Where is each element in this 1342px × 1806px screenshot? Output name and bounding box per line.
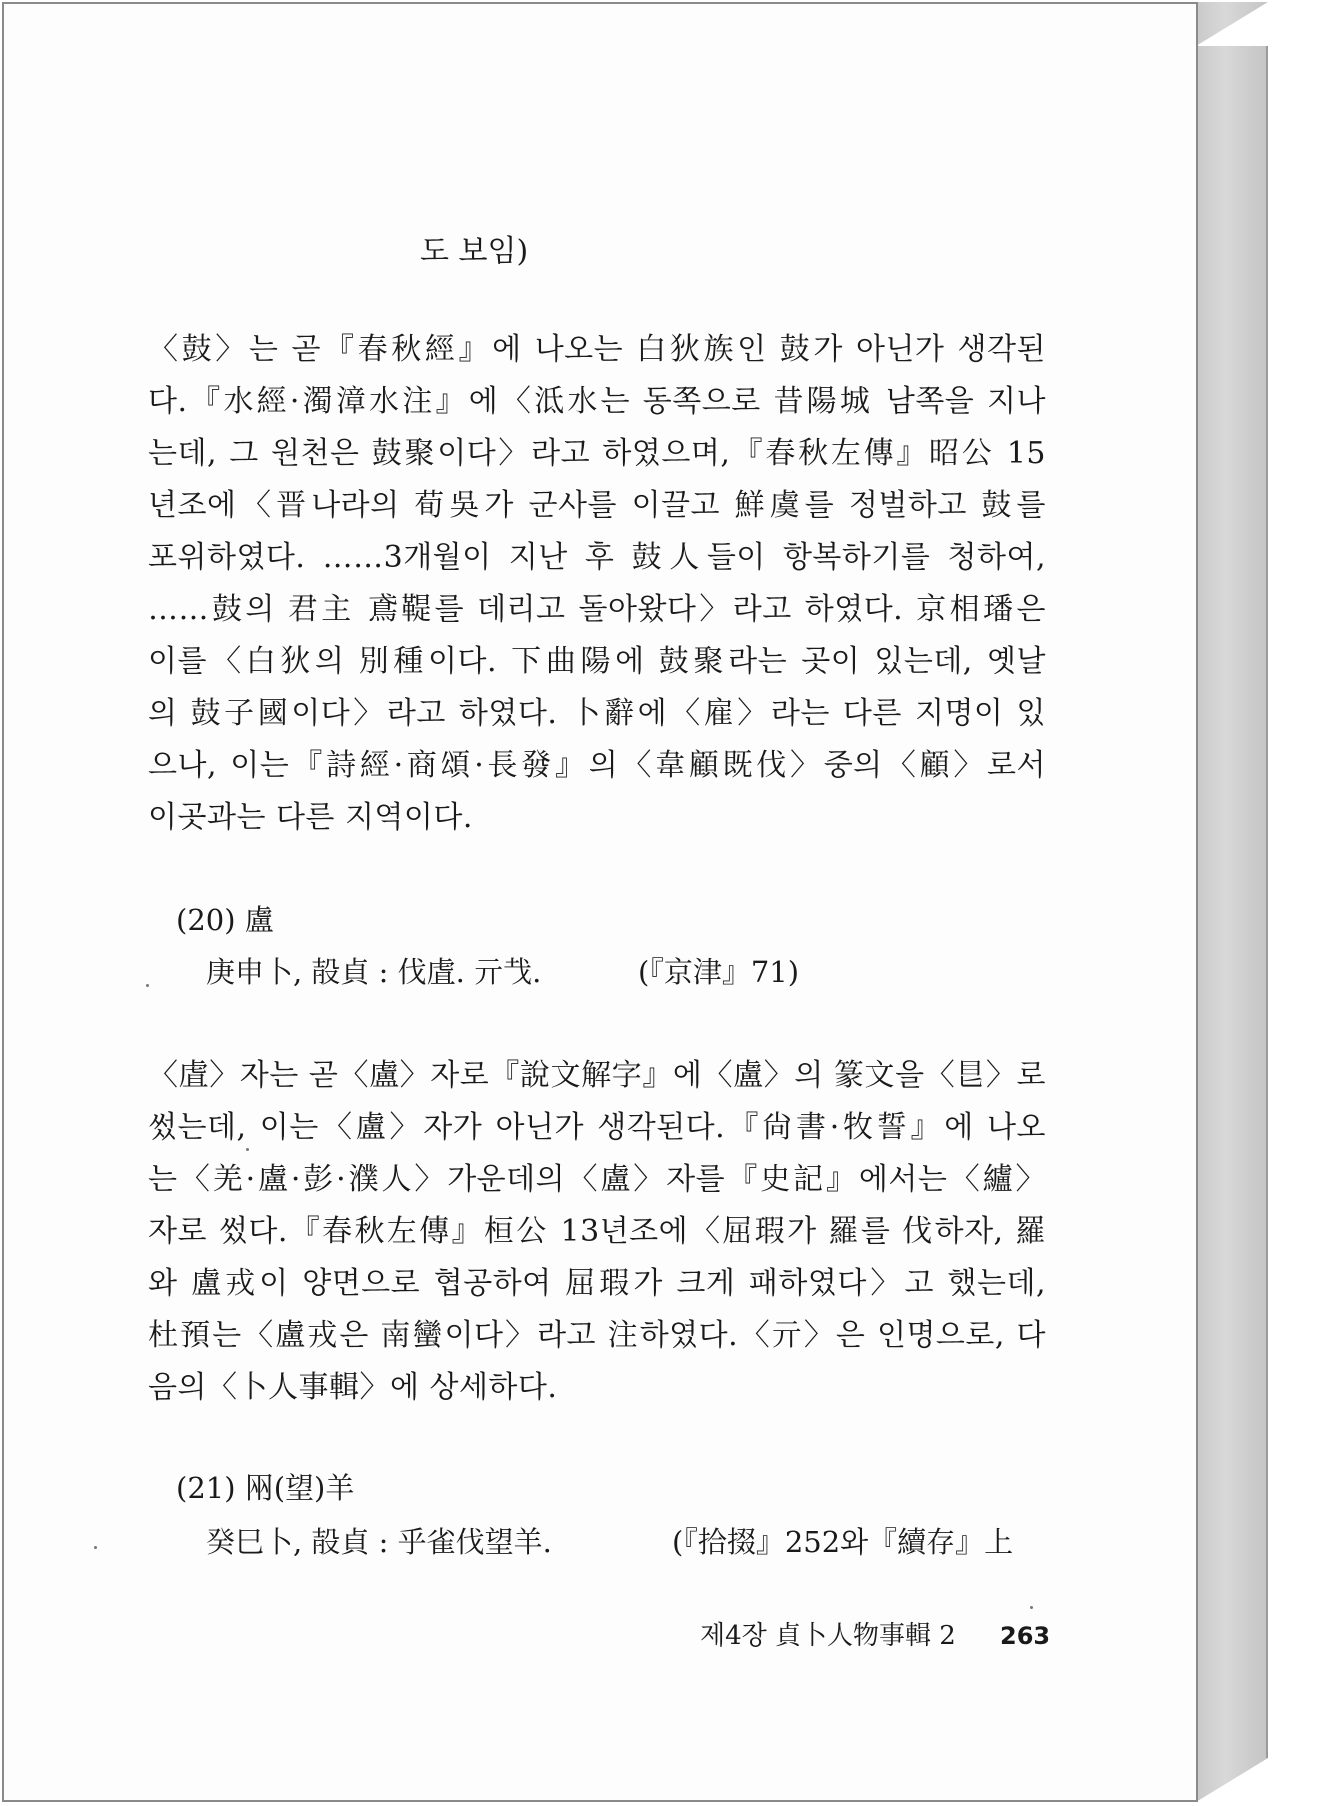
paragraph-2: [148, 1050, 1046, 1414]
paragraph-line: 는〈羌·盧·彭·濮人〉가운데의〈盧〉자를『史記』에서는〈纑〉: [148, 1162, 1046, 1197]
spine-edge: [1266, 46, 1268, 1758]
paragraph-line: 포위하였다. ……3개월이 지난 후 鼓人들이 항복하기를 청하여,: [148, 540, 1046, 575]
speck-mark: [246, 1148, 249, 1151]
page-edge: [1196, 2, 1198, 1802]
paragraph-1: [148, 324, 1046, 844]
entry-21-source: (『拾掇』252와『續存』上: [672, 1525, 1014, 1559]
paragraph-line: 썼는데, 이는〈盧〉자가 아닌가 생각된다.『尙書·牧誓』에 나오: [148, 1110, 1046, 1145]
paragraph-line: 는데, 그 원천은 鼓聚이다〉라고 하였으며,『春秋左傳』昭公 15: [148, 436, 1046, 471]
page-number: 263: [1000, 1622, 1051, 1650]
speck-mark: [146, 984, 149, 987]
paragraph-line: 杜預는〈盧戎은 南蠻이다〉라고 注하였다.〈亓〉은 인명으로, 다: [148, 1318, 1046, 1353]
entry-21-title: (21) 㒳(望)羊: [176, 1471, 355, 1505]
paragraph-line: 다.『水經·濁漳水注』에〈泜水는 동쪽으로 昔陽城 남쪽을 지나: [148, 384, 1046, 419]
paragraph-line: 〈鼓〉는 곧『春秋經』에 나오는 白狄族인 鼓가 아닌가 생각된: [148, 332, 1046, 367]
continuation-text: 도 보임): [420, 234, 529, 269]
paragraph-line: 이곳과는 다른 지역이다.: [148, 800, 473, 835]
paragraph-line: 으나, 이는『詩經·商頌·長發』의〈韋顧既伐〉중의〈顧〉로서: [148, 748, 1046, 783]
entry-21-text: 癸巳卜, 㱿貞 : 乎雀伐望羊.: [206, 1525, 552, 1559]
paragraph-line: 년조에〈晋나라의 荀吳가 군사를 이끌고 鮮虞를 정벌하고 鼓를: [148, 488, 1046, 523]
paragraph-line: ……鼓의 君主 鳶鞮를 데리고 돌아왔다〉라고 하였다. 京相璠은: [148, 592, 1046, 627]
book-spine: [1196, 2, 1268, 1802]
paragraph-line: 〈虘〉자는 곧〈盧〉자로『說文解字』에〈盧〉의 篆文을〈𥃩〉로: [148, 1058, 1046, 1093]
running-footer-chapter: 제4장 貞卜人物事輯 2: [700, 1621, 956, 1651]
speck-mark: [94, 1546, 97, 1549]
entry-20-text: 庚申卜, 㱿貞 : 伐虘. 亓𢦏.: [206, 955, 542, 989]
paragraph-line: 자로 썼다.『春秋左傳』桓公 13년조에〈屈瑕가 羅를 伐하자, 羅: [148, 1214, 1046, 1249]
paragraph-line: 와 盧戎이 양면으로 협공하여 屈瑕가 크게 패하였다〉고 했는데,: [148, 1266, 1046, 1301]
entry-20-title: (20) 盧: [176, 903, 274, 937]
paragraph-line: 음의〈卜人事輯〉에 상세하다.: [148, 1370, 558, 1405]
paragraph-line: 의 鼓子國이다〉라고 하였다. 卜辭에〈雇〉라는 다른 지명이 있: [148, 696, 1046, 731]
entry-20-source: (『京津』71): [638, 955, 800, 989]
speck-mark: [1030, 1606, 1033, 1609]
paragraph-line: 이를〈白狄의 別種이다. 下曲陽에 鼓聚라는 곳이 있는데, 옛날: [148, 644, 1046, 679]
